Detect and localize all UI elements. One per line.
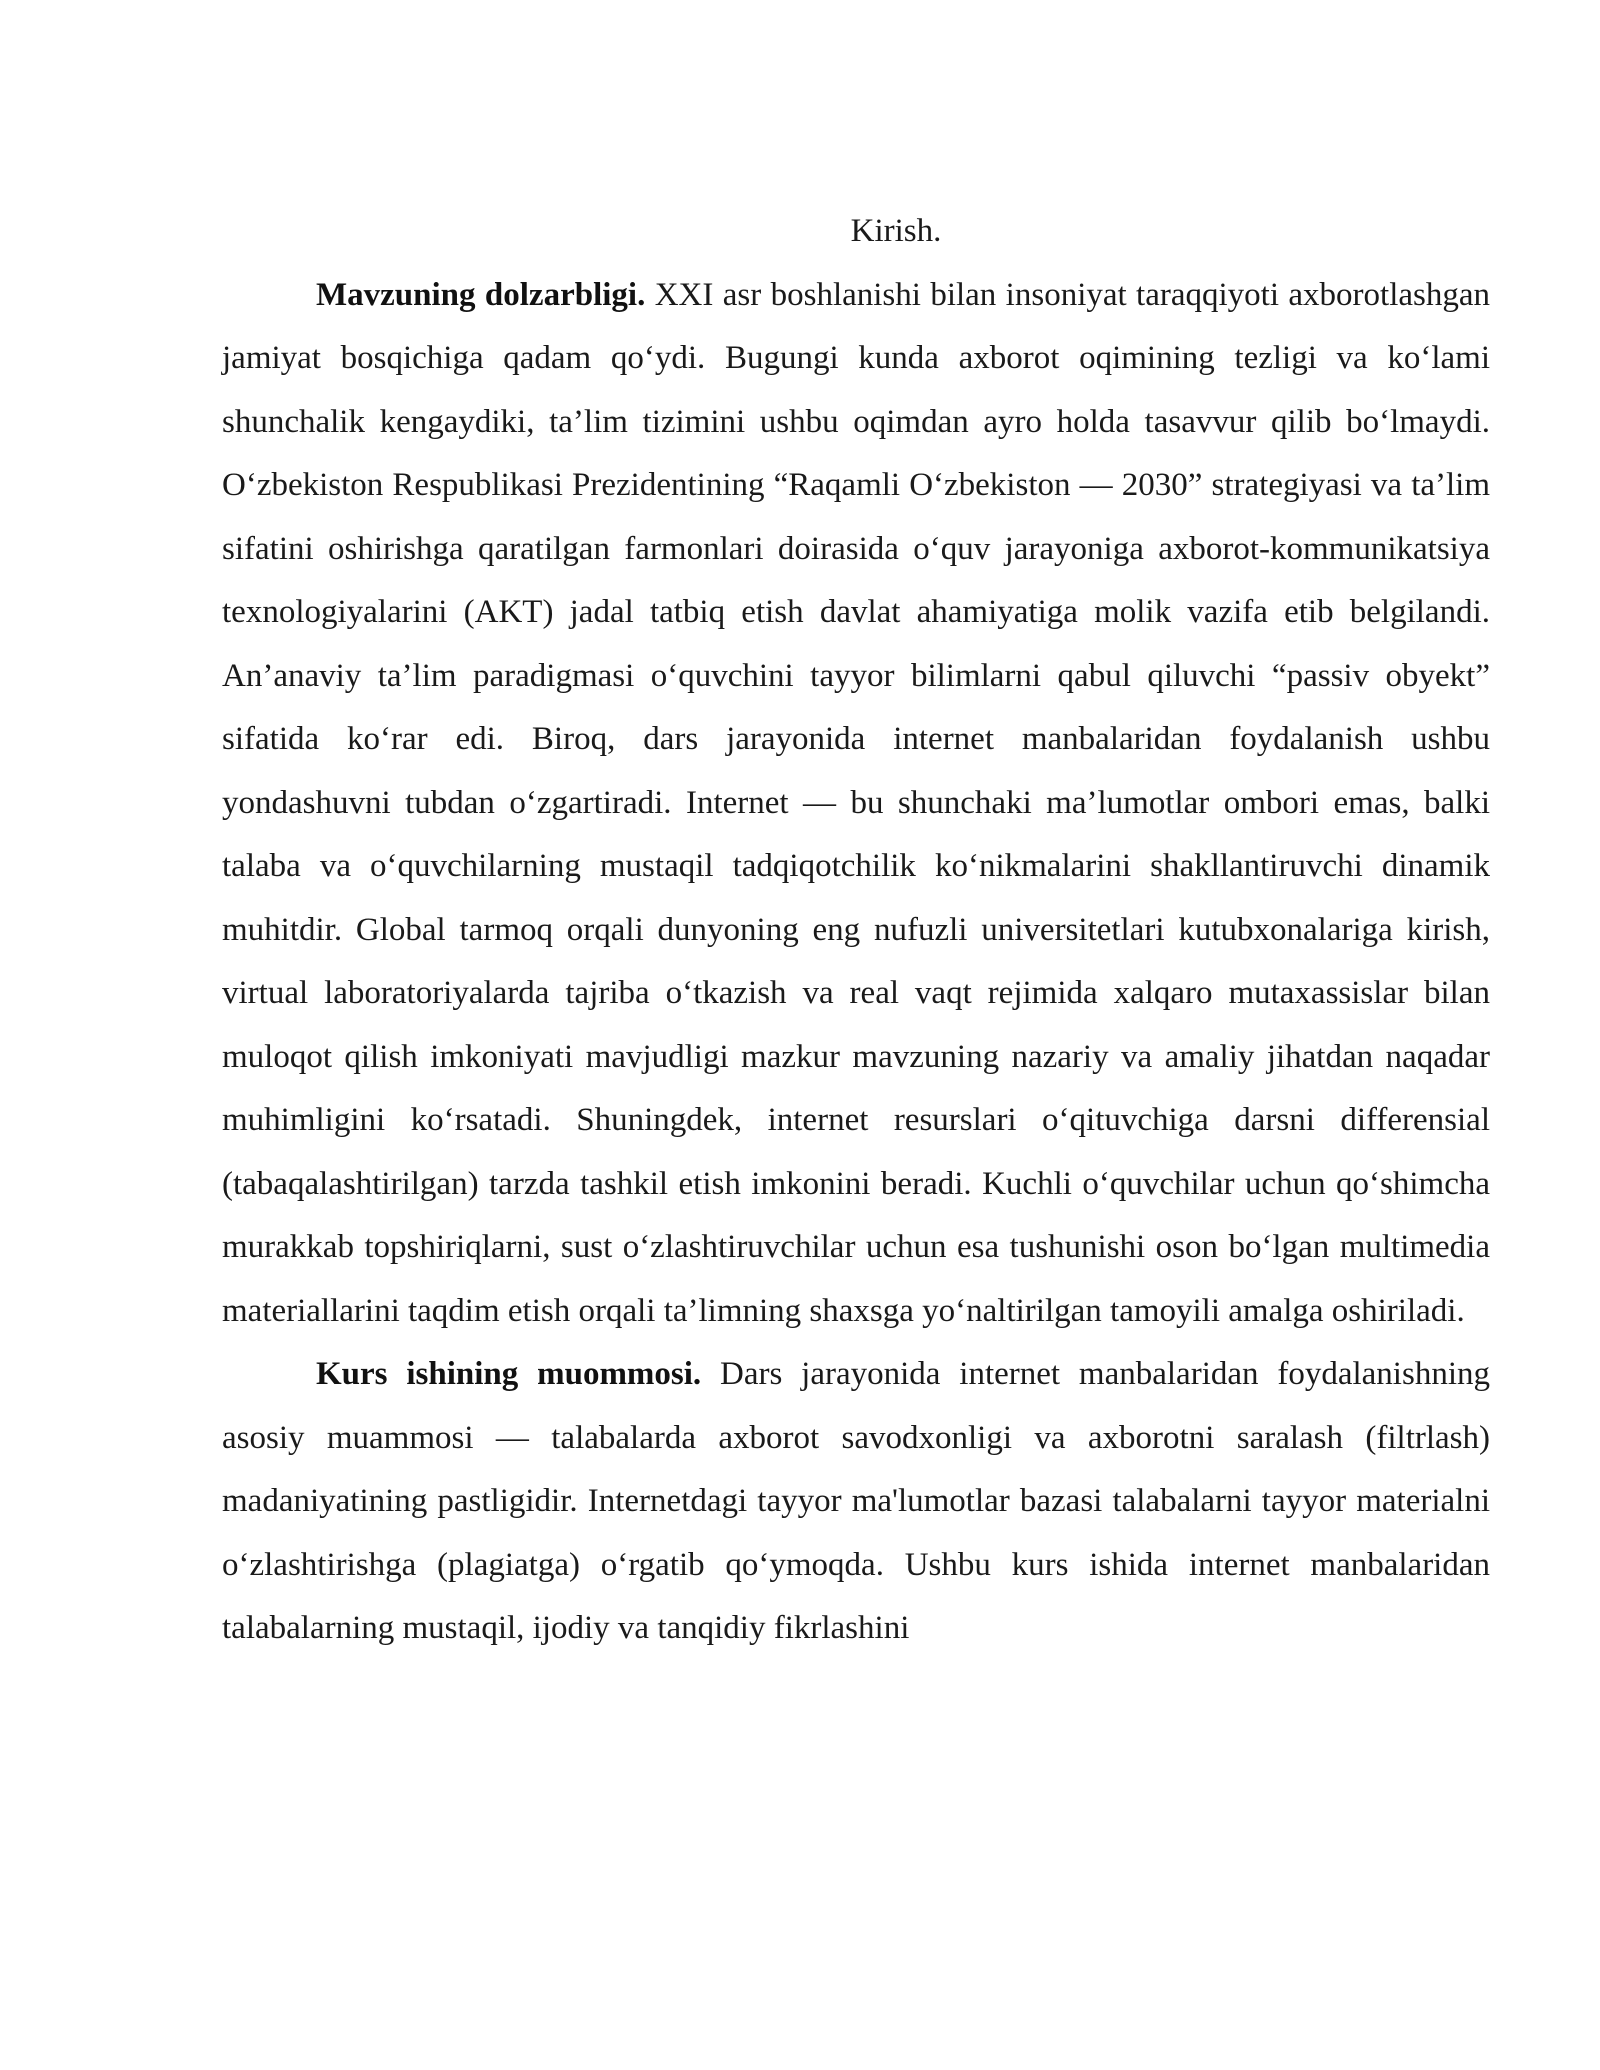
paragraph-heading: Kurs ishining muommosi. <box>316 1356 702 1392</box>
document-title: Kirish. <box>850 213 942 249</box>
paragraph-problem <box>222 1343 1490 1661</box>
paragraph-relevance <box>222 264 1490 1344</box>
paragraph-text: Dars jarayonida internet manbalaridan foydalanishning asosiy muammosi — talabalarda axborot savodxonligi va axborotni saralash (filtrlash) madaniyatining pastligidir. Internetdagi tayyor ma'lumotlar bazasi talabalarni tayyor materialni o‘zlashtirishga (plagiatga) o‘rgatib qo‘ymoqda. Ushbu kurs ishida internet manbalaridan talabalarning mustaqil, ijodiy va tanqidiy fikrlashini <box>222 1356 1490 1646</box>
document-body <box>222 200 1490 1661</box>
paragraph-heading: Mavzuning dolzarbligi. <box>316 276 646 313</box>
paragraph-text: XXI asr boshlanishi bilan insoniyat taraqqiyoti axborotlashgan jamiyat bosqichiga qadam qo‘ydi. Bugungi kunda axborot oqimining tezligi va ko‘lami shunchalik kengaydiki, ta’lim tizimini ushbu oqimdan ayro holda tasavvur qilib bo‘lmaydi. O‘zbekiston Respublikasi Prezidentining “Raqamli O‘zbekiston — 2030” strategiyasi va ta’lim sifatini oshirishga qaratilgan farmonlari doirasida o‘quv jarayoniga axborot-kommunikatsiya texnologiyalarini (AKT) jadal tatbiq etish davlat ahamiyatiga molik vazifa etib belgilandi. An’anaviy ta’lim paradigmasi o‘quvchini tayyor bilimlarni qabul qiluvchi “passiv obyekt” sifatida ko‘rar edi. Biroq, dars jarayonida internet manbalaridan foydalanish ushbu yondashuvni tubdan o‘zgartiradi. Internet — bu shunchaki ma’lumotlar ombori emas, balki talaba va o‘quvchilarning mustaqil tadqiqotchilik ko‘nikmalarini shakllantiruvchi dinamik muhitdir. Global tarmoq orqali dunyoning eng nufuzli universitetlari kutubxonalariga kirish, virtual laboratoriyalarda tajriba o‘tkazish va real vaqt rejimida xalqaro mutaxassislar bilan muloqot qilish imkoniyati mavjudligi mazkur mavzuning nazariy va amaliy jihatdan naqadar muhimligini ko‘rsatadi. Shuningdek, internet resurslari o‘qituvchiga darsni differensial (tabaqalashtirilgan) tarzda tashkil etish imkonini beradi. Kuchli o‘quvchilar uchun qo‘shimcha murakkab topshiriqlarni, sust o‘zlashtiruvchilar uchun esa tushunishi oson bo‘lgan multimedia materiallarini taqdim etish orqali ta’limning shaxsga yo‘naltirilgan tamoyili amalga oshiriladi. <box>222 276 1491 1329</box>
